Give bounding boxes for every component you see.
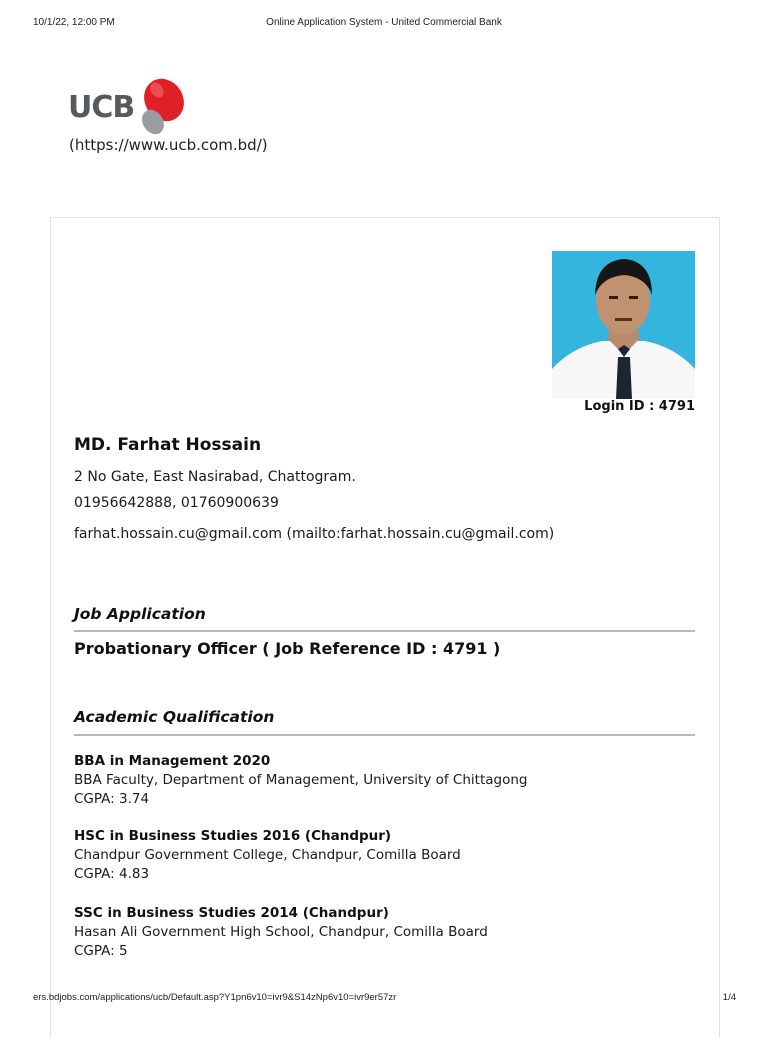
print-footer xyxy=(0,992,768,1006)
job-position: Probationary Officer ( Job Reference ID : 4791 ) xyxy=(74,639,501,658)
page-number: 1/4 xyxy=(722,992,736,1003)
applicant-email-link[interactable]: farhat.hossain.cu@gmail.com (mailto:farhat.hossain.cu@gmail.com) xyxy=(74,526,555,542)
education-item xyxy=(74,904,674,961)
applicant-photo xyxy=(552,251,695,399)
education-degree: BBA in Management 2020 xyxy=(74,753,271,769)
education-degree: SSC in Business Studies 2014 (Chandpur) xyxy=(74,905,389,921)
education-institution: BBA Faculty, Department of Management, University of Chittagong xyxy=(74,772,528,788)
job-application-heading: Job Application xyxy=(74,605,206,623)
application-card xyxy=(50,217,720,1038)
ucb-website-link[interactable]: (https://www.ucb.com.bd/) xyxy=(69,136,268,154)
ucb-logo-text: UCB xyxy=(68,90,135,125)
applicant-address: 2 No Gate, East Nasirabad, Chattogram. xyxy=(74,469,356,485)
education-institution: Chandpur Government College, Chandpur, Comilla Board xyxy=(74,847,461,863)
applicant-name: MD. Farhat Hossain xyxy=(74,435,262,455)
ucb-logo-mark-icon xyxy=(140,76,190,138)
print-datetime: 10/1/22, 12:00 PM xyxy=(33,17,115,28)
section-divider xyxy=(74,734,695,736)
education-degree: HSC in Business Studies 2016 (Chandpur) xyxy=(74,828,392,844)
education-institution: Hasan Ali Government High School, Chandpur, Comilla Board xyxy=(74,924,488,940)
applicant-phones: 01956642888, 01760900639 xyxy=(74,495,279,511)
print-header xyxy=(0,17,768,33)
academic-qualification-heading: Academic Qualification xyxy=(74,708,275,726)
education-result: CGPA: 4.83 xyxy=(74,866,150,882)
education-item xyxy=(74,752,674,809)
education-result: CGPA: 5 xyxy=(74,943,128,959)
login-id: Login ID : 4791 xyxy=(584,399,695,414)
ucb-logo[interactable] xyxy=(68,76,198,140)
education-result: CGPA: 3.74 xyxy=(74,791,150,807)
education-item xyxy=(74,827,674,884)
print-footer-url: ers.bdjobs.com/applications/ucb/Default.asp?Y1pn6v10=ivr9&S14zNp6v10=ivr9er57zr xyxy=(33,992,397,1003)
section-divider xyxy=(74,630,695,632)
print-page-title: Online Application System - United Commercial Bank xyxy=(266,17,502,28)
